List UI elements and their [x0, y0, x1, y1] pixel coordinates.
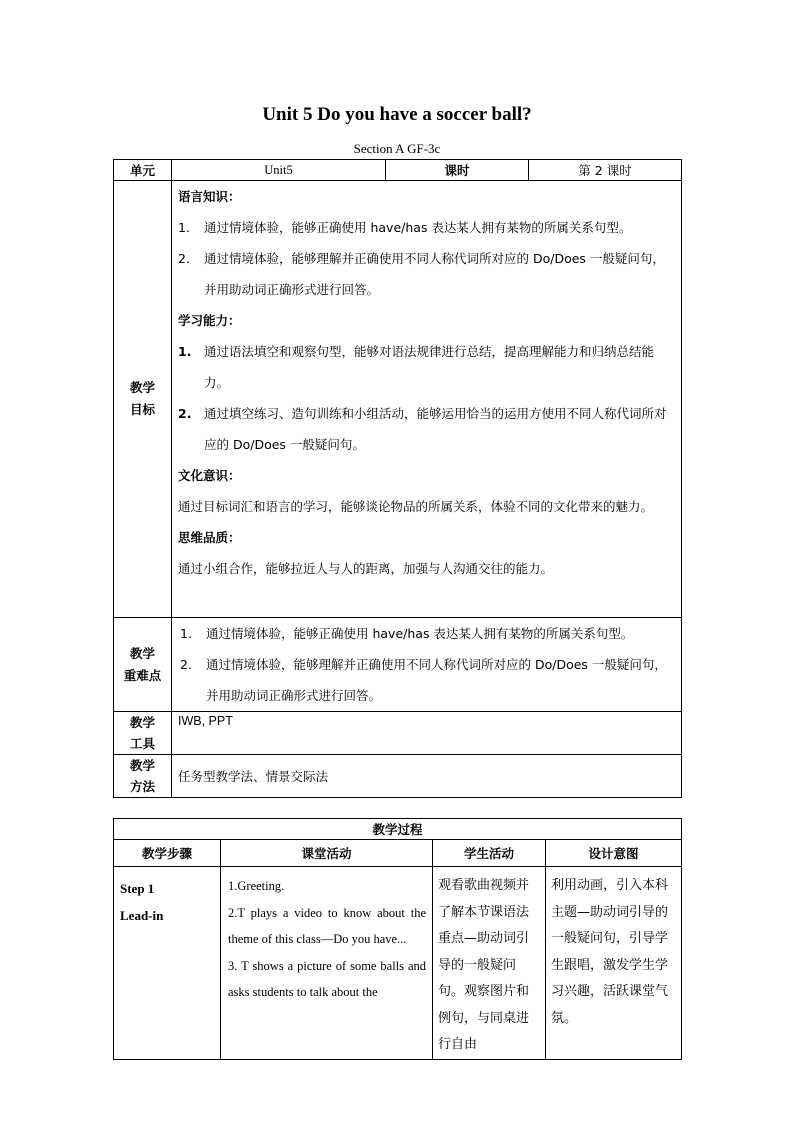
- key-point-2: 2. 通过情境体验，能够理解并正确使用不同人称代词所对应的 Do/Does 一般疑问句，并用助动词正确形式进行回答。: [180, 657, 667, 703]
- ability-item-2: 2. 通过填空练习、造句训练和小组活动，能够运用恰当的运用方使用不同人称代词所对应的 Do/Does 一般疑问句。: [178, 406, 667, 452]
- column-header-intent: 设计意图: [546, 840, 682, 867]
- methods-row: [114, 755, 682, 798]
- process-header-row: [114, 840, 682, 867]
- tools-label: 教学 工具: [114, 712, 172, 755]
- tools-value: IWB, PPT: [172, 712, 682, 755]
- unit-value: Unit5: [172, 160, 386, 181]
- key-points-content: [172, 618, 682, 712]
- activity-cell: [221, 867, 433, 1060]
- info-row: [114, 160, 682, 181]
- page-title: Unit 5 Do you have a soccer ball?: [262, 104, 532, 125]
- culture-text: 通过目标词汇和语言的学习，能够谈论物品的所属关系，体验不同的文化带来的魅力。: [178, 499, 654, 514]
- methods-value: 任务型教学法、情景交际法: [172, 755, 682, 798]
- key-points-row: [114, 618, 682, 712]
- objectives-row: [114, 181, 682, 618]
- period-value: 第 2 课时: [529, 160, 682, 181]
- unit-label: 单元: [114, 160, 172, 181]
- student-activity-cell: 观看歌曲视频并了解本节课语法重点—助动词引导的一般疑问句。观察图片和例句，与同桌进行自由: [433, 867, 546, 1060]
- column-header-activity: 课堂活动: [221, 840, 433, 867]
- column-header-student: 学生活动: [433, 840, 546, 867]
- thinking-text: 通过小组合作，能够拉近人与人的距离，加强与人沟通交往的能力。: [178, 561, 554, 576]
- methods-label: 教学 方法: [114, 755, 172, 798]
- ability-item-1: 1. 通过语法填空和观察句型，能够对语法规律进行总结，提高理解能力和归纳总结能力。: [178, 344, 655, 390]
- period-label: 课时: [386, 160, 529, 181]
- table-row: [114, 867, 682, 1060]
- process-table: [113, 818, 682, 1060]
- step-cell: [114, 867, 221, 1060]
- objectives-content: [172, 181, 682, 618]
- activity-item-1: 1.Greeting.: [228, 879, 285, 893]
- ability-heading: 学习能力：: [178, 313, 241, 328]
- step-name: Lead-in: [120, 908, 164, 923]
- page-subtitle: Section A GF-3c: [353, 141, 441, 156]
- language-item-2: 2. 通过情境体验，能够理解并正确使用不同人称代词所对应的 Do/Does 一般疑问句，并用助动词正确形式进行回答。: [178, 251, 665, 297]
- lesson-plan-table: [113, 159, 682, 798]
- activity-item-3: 3. T shows a picture of some balls and asks students to talk about the: [228, 958, 426, 999]
- language-heading: 语言知识：: [178, 189, 241, 204]
- design-intent-cell: 利用动画，引入本科主题—助动词引导的一般疑问句，引导学生跟唱，激发学生学习兴趣，活跃课堂气氛。: [546, 867, 682, 1060]
- process-heading-row: [114, 819, 682, 840]
- culture-heading: 文化意识：: [178, 468, 241, 483]
- step-number: Step 1: [120, 881, 155, 896]
- column-header-step: 教学步骤: [114, 840, 221, 867]
- key-points-label: 教学 重难点: [114, 618, 172, 712]
- language-item-1: 1. 通过情境体验，能够正确使用 have/has 表达某人拥有某物的所属关系句型。: [178, 220, 632, 235]
- key-point-1: 1. 通过情境体验，能够正确使用 have/has 表达某人拥有某物的所属关系句型。: [180, 626, 634, 641]
- tools-row: [114, 712, 682, 755]
- activity-item-2: 2.T plays a video to know about the theme of this class—Do you have...: [228, 905, 426, 946]
- process-heading: 教学过程: [114, 819, 682, 840]
- objectives-label: 教学 目标: [114, 181, 172, 618]
- thinking-heading: 思维品质：: [178, 530, 241, 545]
